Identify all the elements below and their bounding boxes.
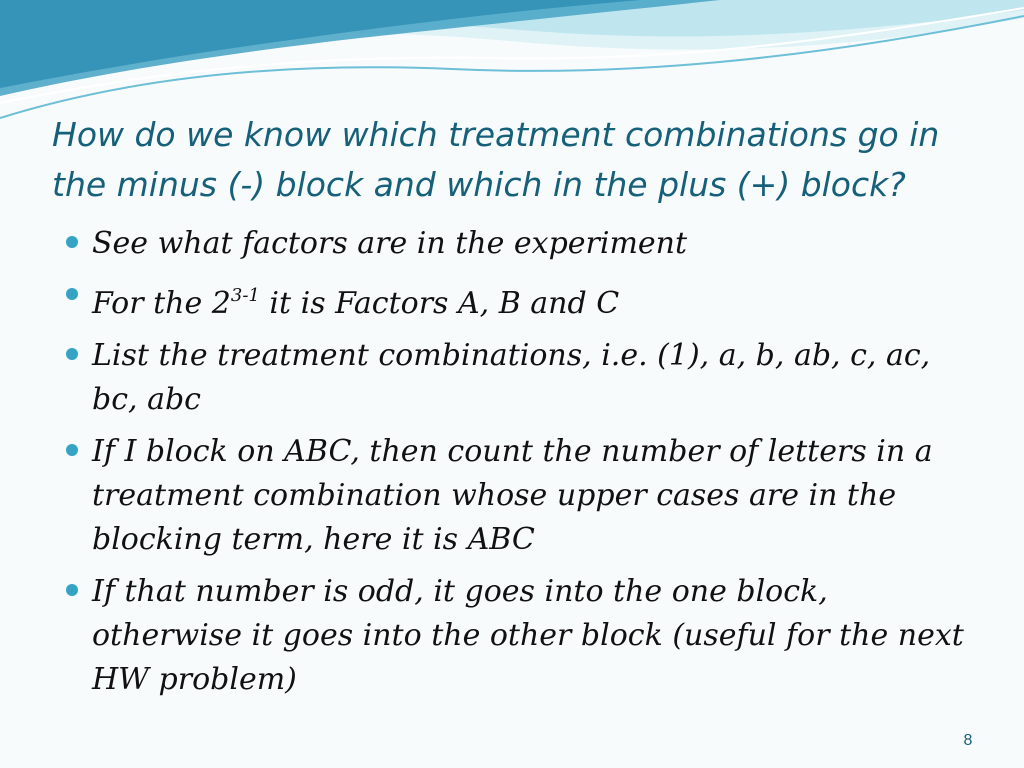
bullet-text: List the treatment combinations, i.e. (1), a, b, ab, c, ac, bc, abc (92, 338, 931, 417)
bullet-text-suffix: it is Factors A, B and C (259, 286, 620, 321)
bullet-list (64, 222, 964, 710)
bullet-dot-icon (66, 584, 78, 596)
design-superscript: 3-1 (230, 285, 260, 306)
slide-title: How do we know which treatment combinations go in the minus (-) block and which in the plus (+) block? (52, 115, 940, 204)
bullet-dot-icon (66, 444, 78, 456)
bullet-text: If that number is odd, it goes into the one block, otherwise it goes into the other block (useful for the next HW problem) (92, 574, 964, 697)
bullet-text: If I block on ABC, then count the number of letters in a treatment combination whose upper cases are in the blocking term, here it is ABC (92, 434, 933, 557)
bullet-text: See what factors are in the experiment (92, 226, 688, 261)
bullet-item-design (64, 274, 964, 326)
bullet-item-blocking-rule (64, 430, 964, 562)
bullet-item-factors (64, 222, 964, 266)
bullet-dot-icon (66, 348, 78, 360)
bullet-text-prefix: For the 2 (92, 286, 231, 321)
bullet-item-odd-even (64, 570, 964, 702)
page-number: 8 (963, 732, 973, 749)
bullet-dot-icon (66, 288, 78, 300)
decorative-wave-header (0, 0, 1024, 120)
bullet-dot-icon (66, 236, 78, 248)
bullet-item-treatment-list (64, 334, 964, 422)
